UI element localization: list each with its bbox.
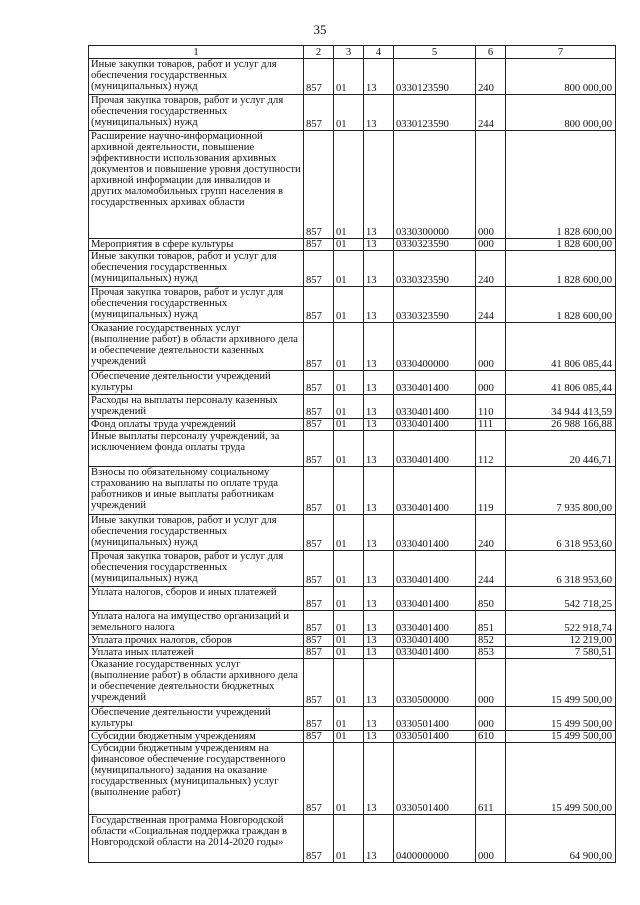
target-article-cell: 0330400000	[394, 323, 476, 371]
subsection-code-cell: 13	[364, 395, 394, 419]
header-cell: 5	[394, 46, 476, 59]
section-code-cell: 01	[334, 551, 364, 587]
subsection-code-cell: 13	[364, 611, 394, 635]
target-article-cell: 0400000000	[394, 815, 476, 863]
page-number: 35	[313, 22, 327, 37]
row-name-cell: Иные закупки товаров, работ и услуг для обеспечения государственных (муниципальных) нужд	[89, 59, 304, 95]
row-name-cell: Иные закупки товаров, работ и услуг для обеспечения государственных (муниципальных) нужд	[89, 515, 304, 551]
budget-table	[88, 45, 616, 863]
expense-type-cell: 000	[476, 239, 506, 251]
target-article-cell: 0330501400	[394, 743, 476, 815]
section-code-cell: 01	[334, 515, 364, 551]
gr-code-cell: 857	[304, 635, 334, 647]
gr-code-cell: 857	[304, 515, 334, 551]
gr-code-cell: 857	[304, 815, 334, 863]
amount-cell: 7 935 800,00	[506, 467, 616, 515]
gr-code-cell: 857	[304, 251, 334, 287]
expense-type-cell: 852	[476, 635, 506, 647]
gr-code-cell: 857	[304, 59, 334, 95]
gr-code-cell: 857	[304, 323, 334, 371]
table-row	[89, 707, 616, 731]
expense-type-cell: 000	[476, 371, 506, 395]
gr-code-cell: 857	[304, 239, 334, 251]
gr-code-cell: 857	[304, 287, 334, 323]
table-row	[89, 647, 616, 659]
expense-type-cell: 000	[476, 815, 506, 863]
section-code-cell: 01	[334, 419, 364, 431]
expense-type-cell: 111	[476, 419, 506, 431]
row-name-cell: Обеспечение деятельности учреждений культуры	[89, 371, 304, 395]
section-code-cell: 01	[334, 659, 364, 707]
row-name-cell: Оказание государственных услуг (выполнение работ) в области архивного дела и обеспечение деятельности бюджетных учреждений	[89, 659, 304, 707]
table-row	[89, 815, 616, 863]
row-name-cell: Иные выплаты персоналу учреждений, за исключением фонда оплаты труда	[89, 431, 304, 467]
gr-code-cell: 857	[304, 431, 334, 467]
header-cell: 2	[304, 46, 334, 59]
expense-type-cell: 000	[476, 323, 506, 371]
amount-cell: 800 000,00	[506, 95, 616, 131]
expense-type-cell: 119	[476, 467, 506, 515]
subsection-code-cell: 13	[364, 419, 394, 431]
expense-type-cell: 611	[476, 743, 506, 815]
amount-cell: 26 988 166,88	[506, 419, 616, 431]
target-article-cell: 0330123590	[394, 59, 476, 95]
subsection-code-cell: 13	[364, 743, 394, 815]
row-name-cell: Расходы на выплаты персоналу казенных учреждений	[89, 395, 304, 419]
row-name-cell: Мероприятия в сфере культуры	[89, 239, 304, 251]
amount-cell: 522 918,74	[506, 611, 616, 635]
target-article-cell: 0330401400	[394, 647, 476, 659]
amount-cell: 7 580,51	[506, 647, 616, 659]
gr-code-cell: 857	[304, 611, 334, 635]
amount-cell: 15 499 500,00	[506, 707, 616, 731]
table-row	[89, 95, 616, 131]
expense-type-cell: 851	[476, 611, 506, 635]
row-name-cell: Прочая закупка товаров, работ и услуг для обеспечения государственных (муниципальных) нужд	[89, 287, 304, 323]
table-row	[89, 395, 616, 419]
target-article-cell: 0330401400	[394, 467, 476, 515]
subsection-code-cell: 13	[364, 587, 394, 611]
subsection-code-cell: 13	[364, 59, 394, 95]
subsection-code-cell: 13	[364, 95, 394, 131]
subsection-code-cell: 13	[364, 371, 394, 395]
amount-cell: 12 219,00	[506, 635, 616, 647]
header-cell: 6	[476, 46, 506, 59]
expense-type-cell: 244	[476, 95, 506, 131]
amount-cell: 15 499 500,00	[506, 659, 616, 707]
target-article-cell: 0330501400	[394, 731, 476, 743]
table-row	[89, 239, 616, 251]
amount-cell: 41 806 085,44	[506, 371, 616, 395]
gr-code-cell: 857	[304, 95, 334, 131]
amount-cell: 1 828 600,00	[506, 131, 616, 239]
section-code-cell: 01	[334, 371, 364, 395]
expense-type-cell: 610	[476, 731, 506, 743]
subsection-code-cell: 13	[364, 431, 394, 467]
subsection-code-cell: 13	[364, 287, 394, 323]
section-code-cell: 01	[334, 431, 364, 467]
subsection-code-cell: 13	[364, 635, 394, 647]
table-row	[89, 59, 616, 95]
amount-cell: 15 499 500,00	[506, 743, 616, 815]
row-name-cell: Обеспечение деятельности учреждений культуры	[89, 707, 304, 731]
row-name-cell: Государственная программа Новгородской области «Социальная поддержка граждан в Новгородской области на 2014-2020 годы»	[89, 815, 304, 863]
amount-cell: 1 828 600,00	[506, 239, 616, 251]
section-code-cell: 01	[334, 587, 364, 611]
section-code-cell: 01	[334, 287, 364, 323]
gr-code-cell: 857	[304, 467, 334, 515]
header-cell: 1	[89, 46, 304, 59]
target-article-cell: 0330123590	[394, 95, 476, 131]
expense-type-cell: 240	[476, 59, 506, 95]
amount-cell: 64 900,00	[506, 815, 616, 863]
subsection-code-cell: 13	[364, 551, 394, 587]
gr-code-cell: 857	[304, 395, 334, 419]
target-article-cell: 0330401400	[394, 587, 476, 611]
table-row	[89, 611, 616, 635]
table-row	[89, 743, 616, 815]
header-cell: 4	[364, 46, 394, 59]
subsection-code-cell: 13	[364, 323, 394, 371]
target-article-cell: 0330323590	[394, 251, 476, 287]
subsection-code-cell: 13	[364, 647, 394, 659]
target-article-cell: 0330401400	[394, 431, 476, 467]
expense-type-cell: 240	[476, 251, 506, 287]
table-row	[89, 515, 616, 551]
row-name-cell: Субсидии бюджетным учреждениям	[89, 731, 304, 743]
header-row	[89, 46, 616, 59]
expense-type-cell: 240	[476, 515, 506, 551]
section-code-cell: 01	[334, 647, 364, 659]
row-name-cell: Прочая закупка товаров, работ и услуг для обеспечения государственных (муниципальных) нужд	[89, 95, 304, 131]
expense-type-cell: 112	[476, 431, 506, 467]
gr-code-cell: 857	[304, 743, 334, 815]
amount-cell: 542 718,25	[506, 587, 616, 611]
gr-code-cell: 857	[304, 551, 334, 587]
expense-type-cell: 244	[476, 551, 506, 587]
section-code-cell: 01	[334, 323, 364, 371]
section-code-cell: 01	[334, 251, 364, 287]
section-code-cell: 01	[334, 707, 364, 731]
gr-code-cell: 857	[304, 131, 334, 239]
subsection-code-cell: 13	[364, 131, 394, 239]
subsection-code-cell: 13	[364, 515, 394, 551]
section-code-cell: 01	[334, 95, 364, 131]
table-row	[89, 659, 616, 707]
row-name-cell: Уплата иных платежей	[89, 647, 304, 659]
subsection-code-cell: 13	[364, 659, 394, 707]
table-row	[89, 635, 616, 647]
target-article-cell: 0330401400	[394, 635, 476, 647]
target-article-cell: 0330401400	[394, 551, 476, 587]
table-row	[89, 551, 616, 587]
amount-cell: 34 944 413,59	[506, 395, 616, 419]
subsection-code-cell: 13	[364, 251, 394, 287]
target-article-cell: 0330401400	[394, 611, 476, 635]
section-code-cell: 01	[334, 635, 364, 647]
table-row	[89, 731, 616, 743]
gr-code-cell: 857	[304, 731, 334, 743]
row-name-cell: Уплата налога на имущество организаций и земельного налога	[89, 611, 304, 635]
amount-cell: 1 828 600,00	[506, 251, 616, 287]
target-article-cell: 0330401400	[394, 371, 476, 395]
header-cell: 3	[334, 46, 364, 59]
table-row	[89, 431, 616, 467]
row-name-cell: Уплата налогов, сборов и иных платежей	[89, 587, 304, 611]
target-article-cell: 0330500000	[394, 659, 476, 707]
row-name-cell: Субсидии бюджетным учреждениям на финансовое обеспечение государственного (муниципального) задания на оказание государственных (муниципальных) услуг (выполнение работ)	[89, 743, 304, 815]
amount-cell: 6 318 953,60	[506, 551, 616, 587]
gr-code-cell: 857	[304, 707, 334, 731]
section-code-cell: 01	[334, 815, 364, 863]
expense-type-cell: 000	[476, 659, 506, 707]
gr-code-cell: 857	[304, 419, 334, 431]
target-article-cell: 0330401400	[394, 515, 476, 551]
row-name-cell: Расширение научно-информационной архивной деятельности, повышение эффективности использования архивных документов и повышение уровня доступности архивной информации для инвалидов и других маломобильных групп населения в государственных архивах области	[89, 131, 304, 239]
table-row	[89, 251, 616, 287]
row-name-cell: Уплата прочих налогов, сборов	[89, 635, 304, 647]
gr-code-cell: 857	[304, 587, 334, 611]
section-code-cell: 01	[334, 731, 364, 743]
row-name-cell: Оказание государственных услуг (выполнение работ) в области архивного дела и обеспечение деятельности казенных учреждений	[89, 323, 304, 371]
target-article-cell: 0330300000	[394, 131, 476, 239]
target-article-cell: 0330401400	[394, 395, 476, 419]
amount-cell: 1 828 600,00	[506, 287, 616, 323]
row-name-cell: Взносы по обязательному социальному страхованию на выплаты по оплате труда работников и иные выплаты работникам учреждений	[89, 467, 304, 515]
gr-code-cell: 857	[304, 659, 334, 707]
amount-cell: 41 806 085,44	[506, 323, 616, 371]
amount-cell: 800 000,00	[506, 59, 616, 95]
table-row	[89, 467, 616, 515]
table-row	[89, 371, 616, 395]
header-cell: 7	[506, 46, 616, 59]
gr-code-cell: 857	[304, 647, 334, 659]
table-row	[89, 287, 616, 323]
section-code-cell: 01	[334, 59, 364, 95]
section-code-cell: 01	[334, 467, 364, 515]
subsection-code-cell: 13	[364, 467, 394, 515]
table-row	[89, 587, 616, 611]
row-name-cell: Иные закупки товаров, работ и услуг для обеспечения государственных (муниципальных) нужд	[89, 251, 304, 287]
section-code-cell: 01	[334, 131, 364, 239]
subsection-code-cell: 13	[364, 731, 394, 743]
section-code-cell: 01	[334, 743, 364, 815]
amount-cell: 15 499 500,00	[506, 731, 616, 743]
subsection-code-cell: 13	[364, 707, 394, 731]
row-name-cell: Прочая закупка товаров, работ и услуг для обеспечения государственных (муниципальных) нужд	[89, 551, 304, 587]
section-code-cell: 01	[334, 239, 364, 251]
expense-type-cell: 110	[476, 395, 506, 419]
table-row	[89, 323, 616, 371]
section-code-cell: 01	[334, 611, 364, 635]
target-article-cell: 0330501400	[394, 707, 476, 731]
gr-code-cell: 857	[304, 371, 334, 395]
expense-type-cell: 850	[476, 587, 506, 611]
expense-type-cell: 000	[476, 131, 506, 239]
expense-type-cell: 244	[476, 287, 506, 323]
table-row	[89, 131, 616, 239]
target-article-cell: 0330323590	[394, 287, 476, 323]
subsection-code-cell: 13	[364, 815, 394, 863]
amount-cell: 20 446,71	[506, 431, 616, 467]
subsection-code-cell: 13	[364, 239, 394, 251]
target-article-cell: 0330401400	[394, 419, 476, 431]
section-code-cell: 01	[334, 395, 364, 419]
expense-type-cell: 853	[476, 647, 506, 659]
table-row	[89, 419, 616, 431]
row-name-cell: Фонд оплаты труда учреждений	[89, 419, 304, 431]
amount-cell: 6 318 953,60	[506, 515, 616, 551]
target-article-cell: 0330323590	[394, 239, 476, 251]
expense-type-cell: 000	[476, 707, 506, 731]
